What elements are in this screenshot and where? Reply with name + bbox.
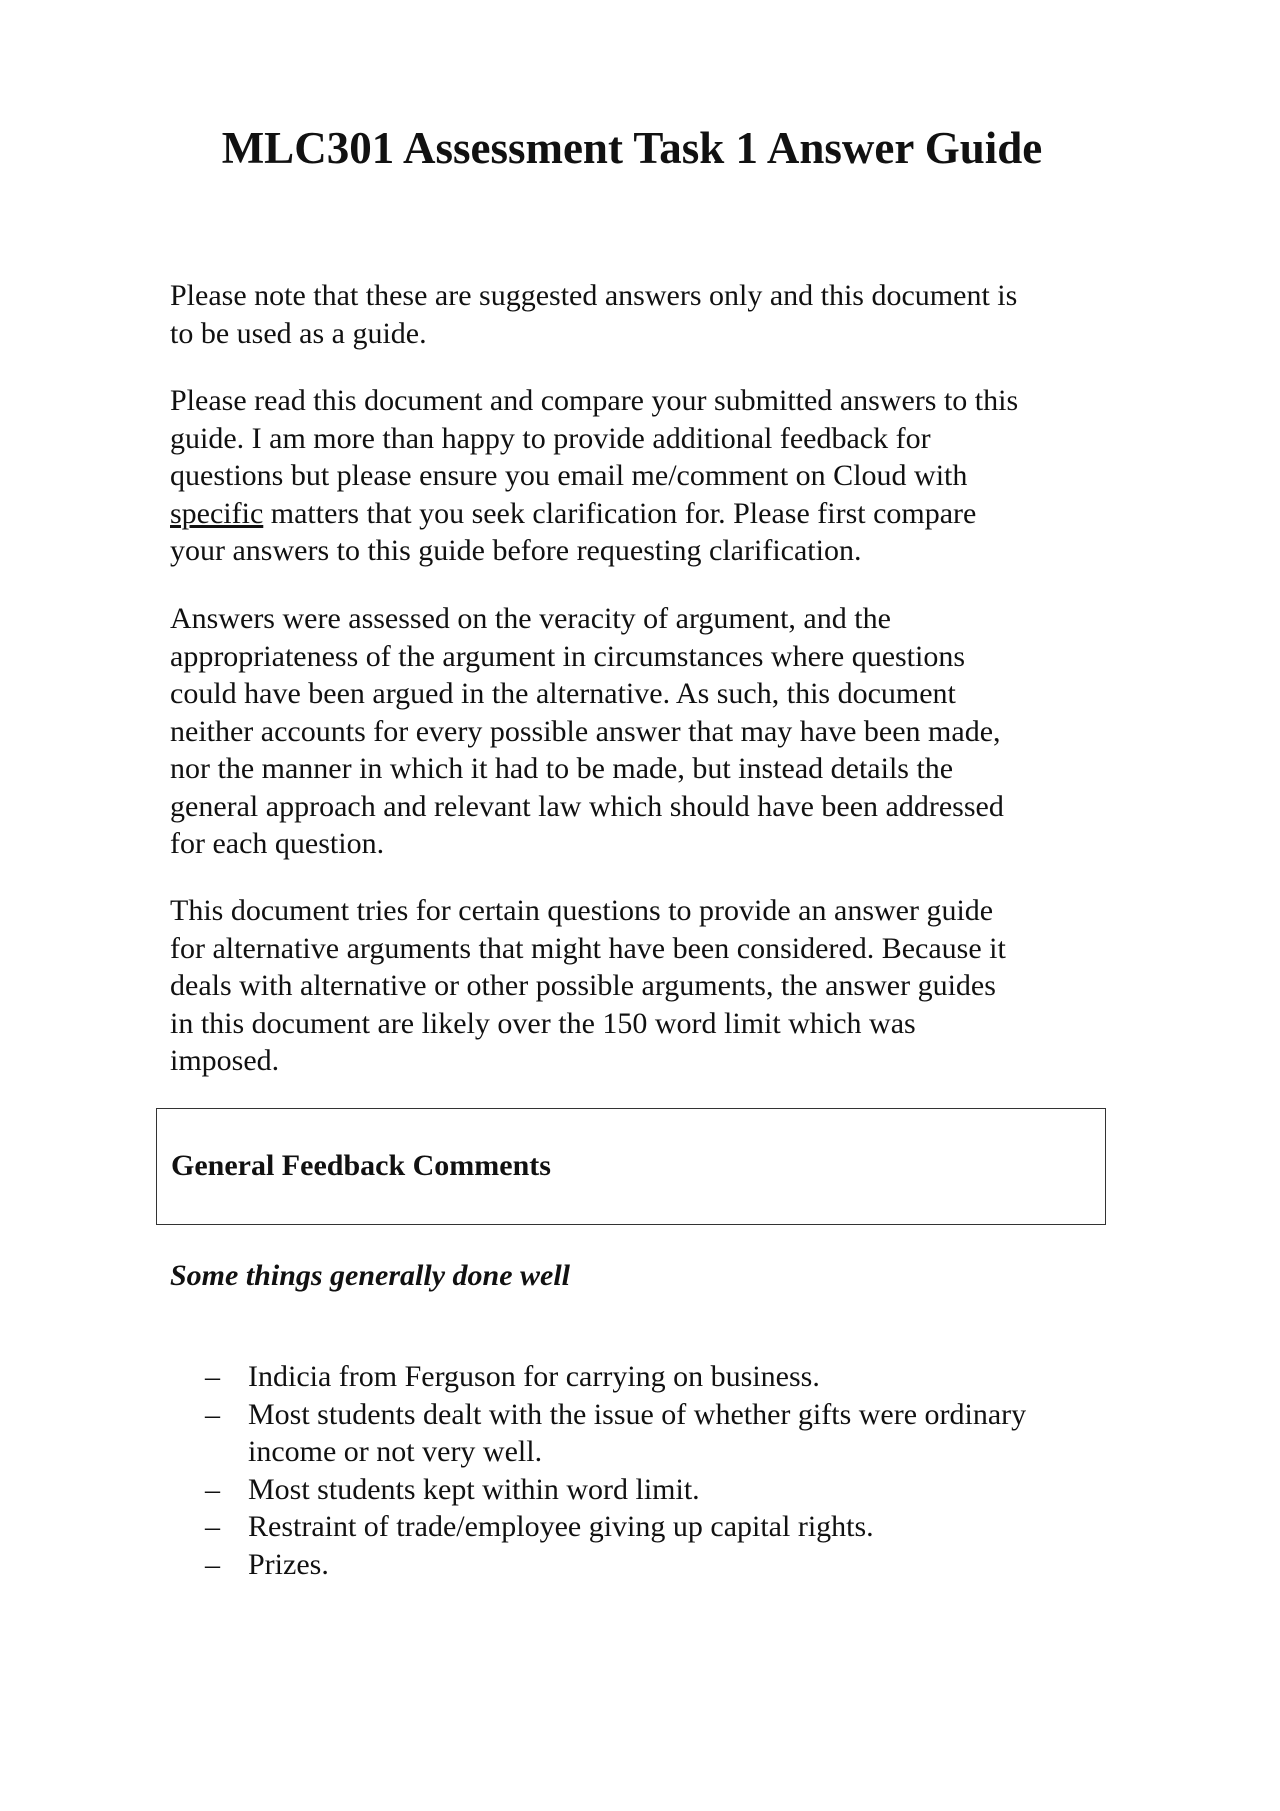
text-line: general approach and relevant law which should have been addressed	[170, 789, 1004, 823]
list-item	[205, 1546, 1026, 1584]
text-line: your answers to this guide before requesting clarification.	[170, 534, 862, 567]
done-well-subheading: Some things generally done well	[170, 1259, 571, 1292]
list-item-text: income or not very well.	[248, 1435, 543, 1468]
text-line: to be used as a guide.	[170, 316, 427, 350]
text-line	[170, 495, 1130, 533]
underlined-word: specific	[170, 496, 264, 530]
list-item	[205, 1358, 1026, 1396]
list-item	[205, 1396, 1026, 1471]
dash-bullet-icon: –	[205, 1360, 220, 1393]
text-line: could have been argued in the alternative. As such, this document	[170, 677, 956, 710]
list-item	[205, 1471, 1026, 1509]
list-item-text: Most students dealt with the issue of whether gifts were ordinary	[248, 1397, 1027, 1431]
feedback-request-paragraph	[170, 382, 1130, 570]
document-title: MLC301 Assessment Task 1 Answer Guide	[221, 123, 1043, 173]
list-item-text: Most students kept within word limit.	[248, 1472, 700, 1506]
general-feedback-box	[156, 1108, 1106, 1225]
text-fragment: matters that you seek clarification for. Please first compare	[263, 496, 977, 530]
dash-bullet-icon: –	[205, 1547, 220, 1581]
text-line: This document tries for certain questions to provide an answer guide	[170, 894, 994, 927]
general-feedback-heading: General Feedback Comments	[171, 1149, 551, 1182]
text-line: guide. I am more than happy to provide additional feedback for	[170, 421, 931, 455]
assessment-paragraph	[170, 600, 1130, 863]
list-item-text: Indicia from Ferguson for carrying on business.	[248, 1360, 820, 1393]
text-line: appropriateness of the argument in circumstances where questions	[170, 639, 966, 673]
dash-bullet-icon: –	[205, 1510, 220, 1543]
list-item-text: Restraint of trade/employee giving up capital rights.	[248, 1510, 874, 1543]
dash-bullet-icon: –	[205, 1472, 220, 1506]
text-line: for each question.	[170, 827, 385, 860]
done-well-list	[205, 1358, 1026, 1583]
text-line: deals with alternative or other possible arguments, the answer guides	[170, 969, 996, 1002]
text-line: neither accounts for every possible answer that may have been made,	[170, 714, 1001, 748]
list-item	[205, 1508, 1026, 1546]
text-line: Please read this document and compare your submitted answers to this	[170, 384, 1019, 417]
list-item-text: Prizes.	[248, 1547, 329, 1581]
alternatives-paragraph	[170, 892, 1130, 1080]
dash-bullet-icon: –	[205, 1397, 220, 1431]
intro-paragraph	[170, 277, 1130, 352]
text-line: in this document are likely over the 150 word limit which was	[170, 1006, 916, 1040]
text-line: for alternative arguments that might have been considered. Because it	[170, 931, 1006, 965]
text-line: imposed.	[170, 1044, 280, 1077]
text-line: nor the manner in which it had to be made, but instead details the	[170, 752, 954, 785]
text-line: questions but please ensure you email me/comment on Cloud with	[170, 459, 968, 492]
text-line: Answers were assessed on the veracity of argument, and the	[170, 602, 891, 635]
text-line: Please note that these are suggested answers only and this document is	[170, 279, 1018, 312]
